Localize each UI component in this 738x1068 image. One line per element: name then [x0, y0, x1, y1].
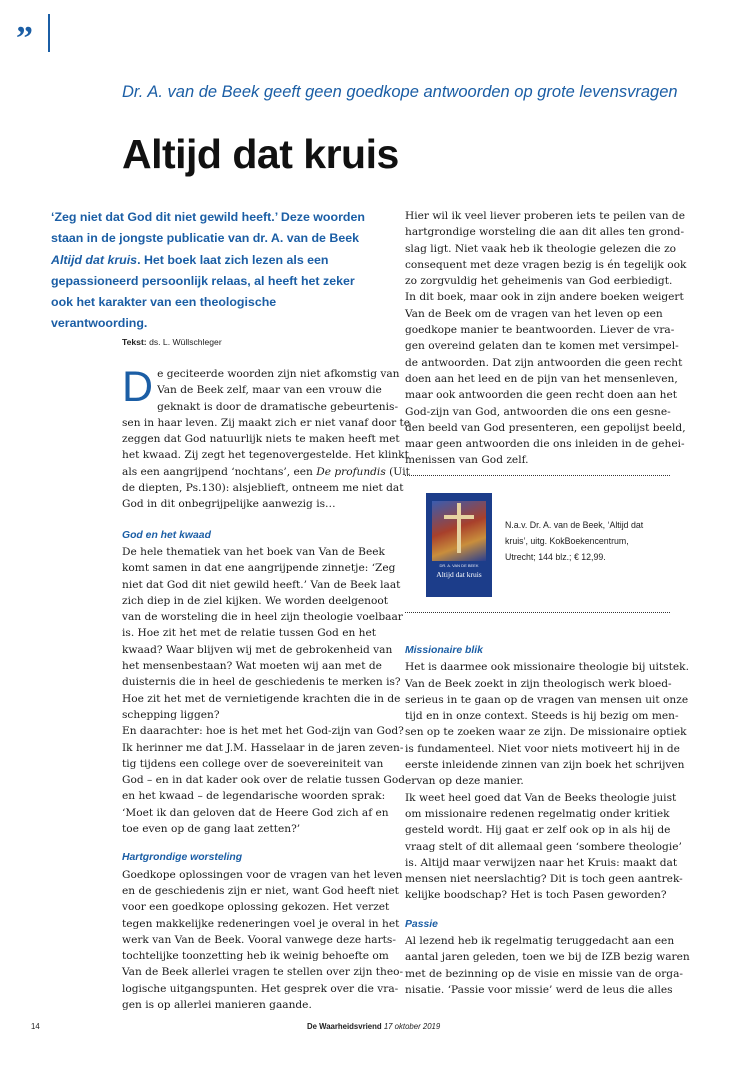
body-line: hartgrondige worsteling die aan dit alles ten grond- — [405, 226, 685, 239]
body-line: ‘Moet ik dan geloven dat de Heere God zich af en — [122, 806, 389, 819]
body-line: menissen van God zelf. — [405, 454, 529, 467]
section-god-en-het-kwaad — [122, 544, 406, 837]
body-line: met de bezinning op de visie en missie van de orga- — [405, 967, 683, 980]
body-line: geknakt is door de dramatische gebeurtenis- — [157, 400, 399, 413]
body-line: is. Altijd maar verwijzen naar het Kruis: maakt dat — [405, 856, 678, 869]
byline-author: ds. L. Wüllschleger — [149, 337, 222, 347]
body-line: logische uitgangspunten. Het gesprek over die vra- — [122, 982, 399, 995]
body-line: en het kwaad – de legendarische woorden sprak: — [122, 790, 386, 803]
caption-line: kruis’, uitg. KokBoekencentrum, — [505, 536, 629, 546]
cross-icon — [457, 503, 461, 553]
body-line: maar ook antwoorden die geen recht doen aan het — [405, 389, 677, 402]
body-line: Van de Beek om de vragen van het leven op een — [405, 307, 663, 320]
intro-text-2: . Het boek laat zich lezen als een gepassioneerd persoonlijk relaas, al heeft het zeker ook het karakter van een theologische verantwoording. — [51, 252, 355, 331]
body-line: Ik weet heel goed dat Van de Beeks theologie juist — [405, 791, 677, 804]
body-line: om missionaire redenen regelmatig onder kritiek — [405, 807, 670, 820]
caption-line: N.a.v. Dr. A. van de Beek, ‘Altijd dat — [505, 520, 644, 530]
body-line: is fundamenteel. Niet voor niets motiveert hij in de — [405, 742, 680, 755]
issue-date: 17 oktober 2019 — [383, 1022, 441, 1031]
page-number: 14 — [31, 1022, 40, 1031]
body-line: Ik herinner me dat J.M. Hasselaar in de jaren zeven- — [122, 741, 404, 754]
intro-book-title: Altijd dat kruis — [51, 252, 138, 267]
body-line: komt samen in dat ene aangrijpende zinnetje: ‘Zeg — [122, 562, 396, 575]
cross-bar — [444, 515, 474, 519]
quote-mark-icon: ” — [16, 20, 33, 57]
body-line: tijd en in onze context. Steeds is hij bezig om men- — [405, 710, 679, 723]
body-line: God-zijn van God, antwoorden die ons een gesne- — [405, 405, 671, 418]
body-line: zeggen dat God natuurlijk niets te maken heeft met — [122, 433, 400, 446]
body-line: zo zorgvuldig het geheimenis van God eerbiedigt. — [405, 275, 673, 288]
section-hartgrondige-worsteling — [122, 867, 404, 1014]
book-cover-image — [426, 493, 492, 597]
body-line: De hele thematiek van het boek van Van de Beek — [122, 545, 385, 558]
body-line: gen overeind gelaten dan te komen met versimpel- — [405, 340, 679, 353]
right-opening — [405, 208, 687, 469]
body-line: nisatie. ‘Passie voor missie’ werd de leus die alles — [405, 983, 673, 996]
body-line: voor een goedkope oplossing gekozen. Het verzet — [122, 901, 390, 914]
opening-end — [122, 480, 404, 513]
body-line: tegen makkelijke redeneringen voel je overal in het — [122, 917, 400, 930]
body-line: goedkope manier te beantwoorden. Liever de vra- — [405, 324, 675, 337]
body-line: het kwaad. Zij zegt het tegenovergestelde. Het klinkt — [122, 449, 409, 462]
body-line: eerste inleidende zinnen van zijn boek het schrijven — [405, 759, 685, 772]
body-line: consequent met deze vragen bezig is én tegelijk ook — [405, 258, 687, 271]
body-line: aantal jaren geleden, toen we bij de IZB bezig waren — [405, 951, 690, 964]
body-line: God – en in dat kader ook over de relatie tussen God — [122, 774, 406, 787]
section-heading-missionaire-blik: Missionaire blik — [405, 645, 483, 656]
dropcap: D — [122, 363, 154, 411]
body-line: tochtelijke toonzetting heb ik weinig behoefte om — [122, 950, 389, 963]
body-line: van de worsteling die in heel zijn theologie voelbaar — [122, 611, 403, 624]
magazine-name: De Waarheidsvriend — [307, 1022, 382, 1031]
body-line: mensen niet neerslachtig? Dit is toch geen aantrek- — [405, 873, 683, 886]
profundis-pre: als een aangrijpend ‘nochtans’, een — [122, 465, 317, 478]
body-line: werk van Van de Beek. Vooral vanwege deze harts- — [122, 933, 396, 946]
body-line: de diepten, Ps.130): alsjeblieft, ontneem me niet dat — [122, 482, 404, 495]
body-line: gesteld wordt. Hij gaat er zelf ook op in als hij de — [405, 824, 671, 837]
body-line: duisternis die in heel de geschiedenis te merken is? — [122, 676, 401, 689]
body-line: In dit boek, maar ook in zijn andere boeken weigert — [405, 291, 684, 304]
body-line: den beeld van God presenteren, een gepolijst beeld, — [405, 421, 686, 434]
body-line: Al lezend heb ik regelmatig teruggedacht aan een — [405, 935, 675, 948]
body-line: doen aan het leed en de pijn van het mensenleven, — [405, 372, 678, 385]
section-heading-hartgrondige-worsteling: Hartgrondige worsteling — [122, 852, 243, 864]
article-subtitle: Dr. A. van de Beek geeft geen goedkope antwoorden op grote levensvragen — [122, 83, 678, 101]
body-line: Hier wil ik veel liever proberen iets te peilen van de — [405, 210, 685, 222]
profundis-post: (Uit — [385, 465, 410, 478]
left-column — [122, 363, 411, 1013]
body-line: Van de Beek zelf, maar van een vrouw die — [157, 384, 382, 397]
body-line: e geciteerde woorden zijn niet afkomstig van — [157, 368, 400, 380]
intro-text-1: ‘Zeg niet dat God dit niet gewild heeft.’ Deze woorden staan in de jongste publicatie van dr. A. van de Beek — [51, 210, 365, 246]
book-caption — [505, 517, 675, 565]
section-passie — [405, 933, 690, 998]
body-line: maar geen antwoorden die ons inleiden in de gehei- — [405, 438, 685, 451]
body-line: kelijke boodschap? Het is toch Pasen geworden? — [405, 889, 667, 902]
body-line: sen op te zoeken waar ze zijn. De missionaire optiek — [405, 726, 687, 739]
body-line: gen is op allerlei manieren gaande. — [122, 998, 312, 1011]
body-line: sen in haar leven. Zij maakt zich er niet vanaf door te — [122, 416, 411, 429]
body-line: niet dat God dit niet gewild heeft.’ Van de Beek laat — [122, 578, 401, 591]
byline-label: Tekst: — [122, 337, 147, 347]
body-line: kwaad? Waar blijven wij met de gebrokenheid van — [122, 643, 393, 656]
body-line: Het is daarmee ook missionaire theologie bij uitstek. — [405, 661, 689, 674]
header-divider — [48, 14, 50, 52]
caption-line: Utrecht; 144 blz.; € 12,99. — [505, 552, 606, 562]
profundis-title: De profundis — [316, 465, 386, 478]
section-heading-passie: Passie — [405, 918, 438, 930]
body-line: Van de Beek allerlei vragen te stellen over zijn theo- — [122, 966, 404, 979]
body-line: het mensenbestaan? Wat moeten wij aan met de — [122, 660, 382, 673]
section-heading-god-en-het-kwaad: God en het kwaad — [122, 529, 211, 541]
body-line: toe even op de gang laat zetten?’ — [122, 823, 301, 836]
section-missionaire-blik — [405, 659, 689, 903]
profundis-line — [122, 464, 410, 480]
body-line: slag ligt. Niet vaak heb ik theologie gelezen die zo — [405, 242, 677, 255]
body-line: Van de Beek zoekt in zijn theologisch werk bloed- — [405, 677, 672, 690]
body-line: Hoe zit het met de vernietigende krachten die in de — [122, 692, 401, 705]
byline — [122, 337, 222, 347]
body-line: tig tijdens een college over de soevereiniteit van — [122, 757, 384, 770]
body-line: de antwoorden. Dat zijn antwoorden die geen recht — [405, 356, 683, 369]
book-cover-author: DR. A. VAN DE BEEK — [439, 563, 479, 568]
opening-rest — [122, 415, 411, 464]
body-line: God in dit onbegrijpelijke aanwezig is… — [122, 498, 336, 511]
body-line: en de geschiedenis zijn er niet, want God heeft niet — [122, 884, 399, 897]
body-line: zich diep in de ziel kijken. We worden deelgenoot — [122, 594, 389, 607]
article-title: Altijd dat kruis — [122, 131, 399, 177]
book-cover-title: Altijd dat kruis — [436, 570, 482, 579]
footer-magazine — [307, 1022, 440, 1031]
body-line: En daarachter: hoe is het met het God-zijn van God? — [122, 725, 404, 738]
book-box-bottom-divider — [405, 612, 670, 613]
body-line: serieus in te gaan op de vragen van mensen uit onze — [405, 693, 689, 706]
body-line: vraag stelt of dit allemaal geen ‘sombere theologie’ — [405, 840, 682, 853]
right-column-lower — [405, 643, 690, 998]
opening-paragraph — [122, 363, 400, 415]
article-intro — [51, 207, 373, 335]
body-line: ervan op deze manier. — [405, 775, 524, 788]
right-column — [405, 208, 687, 469]
body-line: Goedkope oplossingen voor de vragen van het leven — [122, 868, 403, 881]
body-line: schepping liggen? — [122, 708, 220, 721]
body-line: is. Hoe zit het met de relatie tussen God en het — [122, 627, 377, 640]
book-box-top-divider — [405, 475, 670, 476]
